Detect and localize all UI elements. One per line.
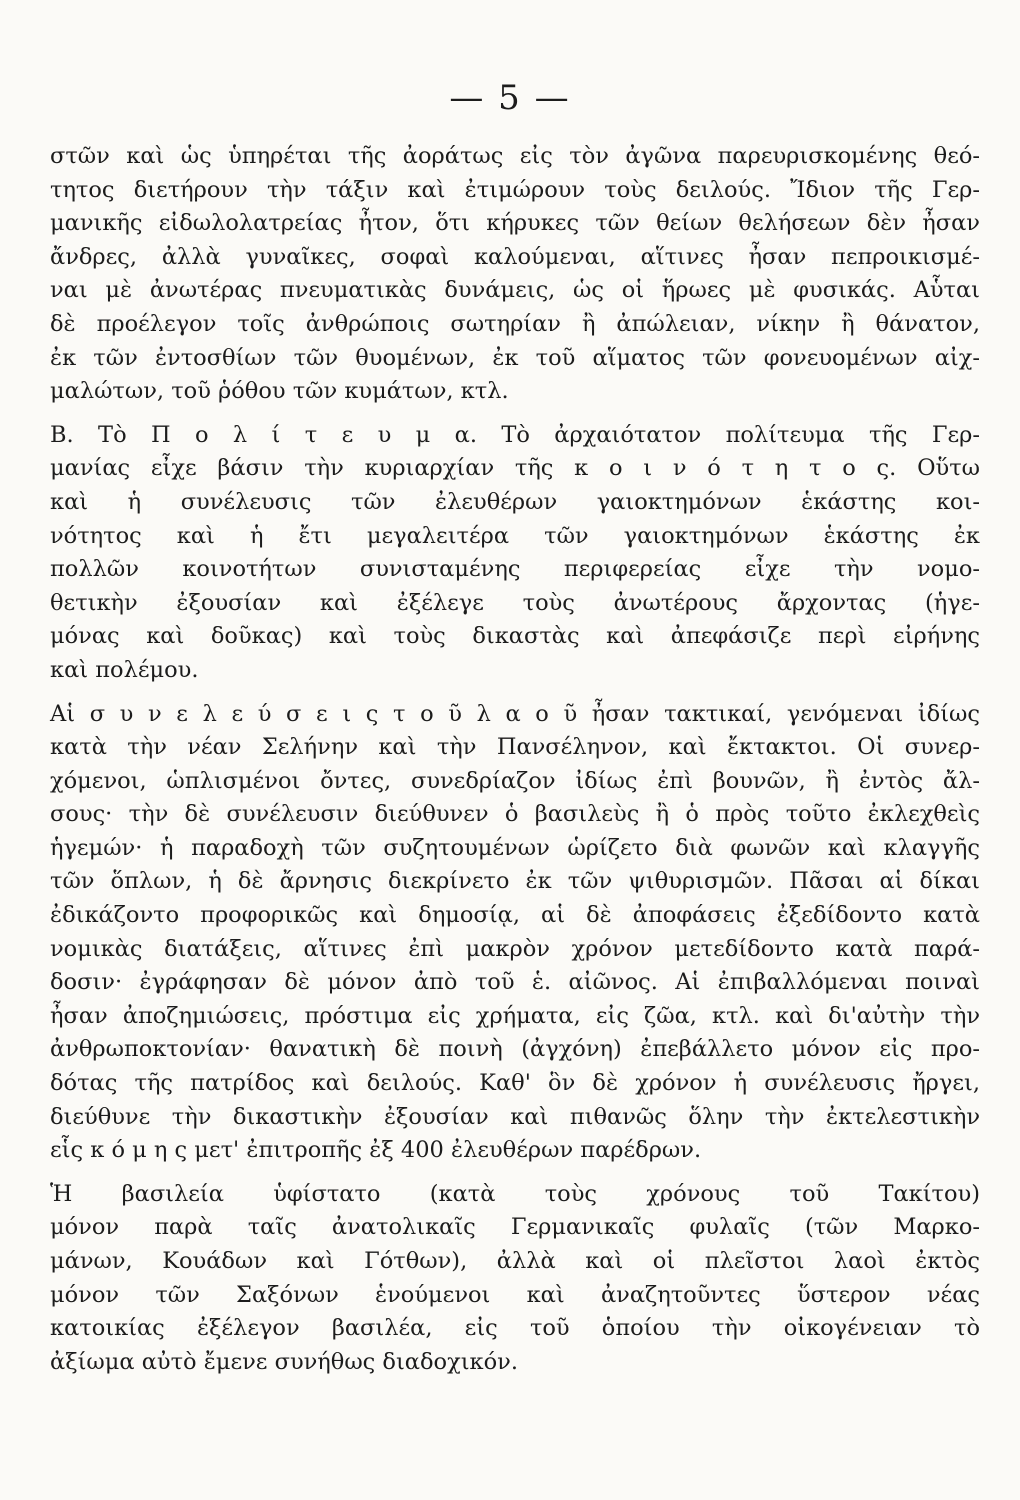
- text-line: μόνον τῶν Σαξόνων ἑνούμενοι καὶ ἀναζητοῦντες ὕστερον νέας: [50, 1281, 980, 1308]
- text-line: εἷς κ ό μ η ς μετ' ἐπιτροπῆς ἐξ 400 ἐλευθέρων παρέδρων.: [50, 1137, 702, 1164]
- text-line: τητος διετήρουν τὴν τάξιν καὶ ἐτιμώρουν τοὺς δειλούς. Ἴδιον τῆς Γερ-: [50, 176, 980, 203]
- paragraph: [50, 140, 980, 409]
- text-line: μόνας καὶ δοῦκας) καὶ τοὺς δικαστὰς καὶ ἀπεφάσιζε περὶ εἰρήνης: [50, 623, 980, 650]
- text-line: κατὰ τὴν νέαν Σελήνην καὶ τὴν Πανσέληνον, καὶ ἔκτακτοι. Οἱ συνερ-: [50, 734, 980, 761]
- text-line: πολλῶν κοινοτήτων συνισταμένης περιφερείας εἶχε τὴν νομο-: [50, 556, 980, 583]
- text-line: δὲ προέλεγον τοῖς ἀνθρώποις σωτηρίαν ἢ ἀπώλειαν, νίκην ἢ θάνατον,: [50, 310, 980, 337]
- paragraph: [50, 1178, 980, 1380]
- text-line: μανικῆς εἰδωλολατρείας ἦτον, ὅτι κήρυκες τῶν θείων θελήσεων δὲν ἦσαν: [50, 210, 980, 237]
- text-line: τῶν ὅπλων, ἡ δὲ ἄρνησις διεκρίνετο ἐκ τῶν ψιθυρισμῶν. Πᾶσαι αἱ δίκαι: [50, 868, 980, 895]
- text-line: κατοικίας ἐξέλεγον βασιλέα, εἰς τοῦ ὁποίου τὴν οἰκογένειαν τὸ: [50, 1315, 980, 1342]
- text-line: μανίας εἶχε βάσιν τὴν κυριαρχίαν τῆς κ ο ι ν ό τ η τ ο ς. Οὕτω: [50, 455, 980, 482]
- text-line: χόμενοι, ὡπλισμένοι ὄντες, συνεδρίαζον ἰδίως ἐπὶ βουνῶν, ἢ ἐντὸς ἄλ-: [50, 767, 980, 794]
- text-line: ἀξίωμα αὐτὸ ἔμενε συνήθως διαδοχικόν.: [50, 1348, 518, 1375]
- text-line: διεύθυνε τὴν δικαστικὴν ἐξουσίαν καὶ πιθανῶς ὅλην τὴν ἐκτελεστικὴν: [50, 1103, 980, 1130]
- text-line: Ἡ βασιλεία ὑφίστατο (κατὰ τοὺς χρόνους τοῦ Τακίτου): [50, 1180, 980, 1207]
- paragraph: [50, 419, 980, 688]
- text-line: νότητος καὶ ἡ ἔτι μεγαλειτέρα τῶν γαιοκτημόνων ἑκάστης ἐκ: [50, 522, 980, 549]
- body-text: [50, 140, 980, 1379]
- text-line: μαλώτων, τοῦ ῥόθου τῶν κυμάτων, κτλ.: [50, 378, 509, 405]
- text-line: στῶν καὶ ὡς ὑπηρέται τῆς ἀοράτως εἰς τὸν ἀγῶνα παρευρισκομένης θεό-: [50, 143, 980, 169]
- text-line: ἡγεμών· ἡ παραδοχὴ τῶν συζητουμένων ὡρίζετο διὰ φωνῶν καὶ κλαγγῆς: [50, 834, 980, 861]
- text-line: νομικὰς διατάξεις, αἵτινες ἐπὶ μακρὸν χρόνον μετεδίδοντο κατὰ παρά-: [50, 935, 980, 962]
- text-line: Αἱ σ υ ν ε λ ε ύ σ ε ι ς τ ο ῦ λ α ο ῦ ἦσαν τακτικαί, γενόμεναι ἰδίως: [50, 700, 980, 727]
- text-line: ἦσαν ἀποζημιώσεις, πρόστιμα εἰς χρήματα, εἰς ζῶα, κτλ. καὶ δι'αὐτὴν τὴν: [50, 1002, 980, 1029]
- text-line: καὶ ἡ συνέλευσις τῶν ἐλευθέρων γαιοκτημόνων ἑκάστης κοι-: [50, 488, 980, 515]
- page-number: — 5 —: [449, 78, 571, 118]
- paragraph: [50, 698, 980, 1168]
- text-line: μόνον παρὰ ταῖς ἀνατολικαῖς Γερμανικαῖς φυλαῖς (τῶν Μαρκο-: [50, 1214, 980, 1241]
- text-line: δότας τῆς πατρίδος καὶ δειλούς. Καθ' ὃν δὲ χρόνον ἡ συνέλευσις ἤργει,: [50, 1070, 980, 1097]
- text-line: ἀνθρωποκτονίαν· θανατικὴ δὲ ποινὴ (ἀγχόνη) ἐπεβάλλετο μόνον εἰς προ-: [50, 1036, 980, 1063]
- text-line: σους· τὴν δὲ συνέλευσιν διεύθυνεν ὁ βασιλεὺς ἢ ὁ πρὸς τοῦτο ἐκλεχθεὶς: [50, 801, 980, 828]
- text-line: ἐδικάζοντο προφορικῶς καὶ δημοσίᾳ, αἱ δὲ ἀποφάσεις ἐξεδίδοντο κατὰ: [50, 902, 980, 929]
- text-line: Β. Τὸ Π ο λ ί τ ε υ μ α. Τὸ ἀρχαιότατον πολίτευμα τῆς Γερ-: [50, 421, 980, 448]
- text-line: καὶ πολέμου.: [50, 656, 199, 683]
- text-line: θετικὴν ἐξουσίαν καὶ ἐξέλεγε τοὺς ἀνωτέρους ἄρχοντας (ἡγε-: [50, 589, 980, 616]
- text-line: ἐκ τῶν ἐντοσθίων τῶν θυομένων, ἐκ τοῦ αἵματος τῶν φονευομένων αἰχ-: [50, 344, 980, 371]
- text-line: μάνων, Κουάδων καὶ Γότθων), ἀλλὰ καὶ οἱ πλεῖστοι λαοὶ ἐκτὸς: [50, 1248, 980, 1274]
- text-line: ναι μὲ ἀνωτέρας πνευματικὰς δυνάμεις, ὡς οἱ ἥρωες μὲ φυσικάς. Αὗται: [50, 277, 980, 304]
- text-line: ἄνδρες, ἀλλὰ γυναῖκες, σοφαὶ καλούμεναι, αἵτινες ἦσαν πεπροικισμέ-: [50, 243, 980, 270]
- text-line: δοσιν· ἐγράφησαν δὲ μόνον ἀπὸ τοῦ ἑ. αἰῶνος. Αἱ ἐπιβαλλόμεναι ποιναὶ: [50, 969, 980, 996]
